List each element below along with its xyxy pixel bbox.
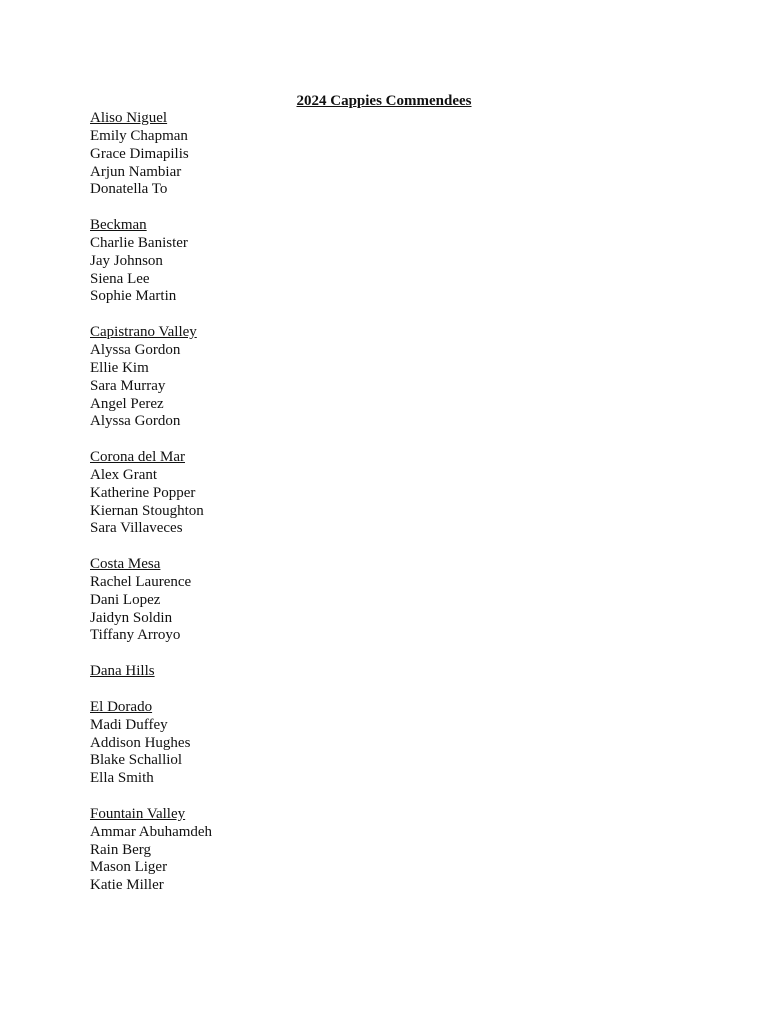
student-name: Jaidyn Soldin	[90, 609, 173, 626]
student-name: Grace Dimapilis	[90, 145, 189, 162]
student-name: Katherine Popper	[90, 484, 196, 501]
student-name: Emily Chapman	[90, 127, 188, 144]
school-section-corona-del-mar	[90, 449, 690, 538]
student-name: Sara Villaveces	[90, 520, 183, 537]
student-name: Ammar Abuhamdeh	[90, 823, 213, 840]
student-name: Ella Smith	[90, 770, 154, 787]
student-name: Rain Berg	[90, 841, 151, 858]
student-name: Arjun Nambiar	[90, 163, 182, 180]
school-name: Fountain Valley	[90, 805, 186, 822]
student-name: Siena Lee	[90, 270, 150, 287]
student-name: Kiernan Stoughton	[90, 502, 204, 519]
school-section-aliso-niguel	[90, 110, 690, 199]
student-name: Charlie Banister	[90, 234, 188, 251]
document-title: 2024 Cappies Commendees	[296, 93, 472, 109]
school-section-el-dorado	[90, 699, 690, 788]
school-name: El Dorado	[90, 698, 153, 715]
student-name: Alex Grant	[90, 466, 158, 483]
student-name: Mason Liger	[90, 859, 168, 876]
student-name: Rachel Laurence	[90, 573, 192, 590]
school-name: Corona del Mar	[90, 449, 185, 466]
commendees-list	[90, 110, 690, 895]
student-name: Madi Duffey	[90, 716, 168, 733]
school-name: Aliso Niguel	[90, 110, 168, 126]
student-name: Dani Lopez	[90, 591, 161, 608]
school-name: Dana Hills	[90, 663, 155, 680]
student-name: Blake Schalliol	[90, 752, 183, 769]
student-name: Katie Miller	[90, 877, 164, 894]
school-name: Capistrano Valley	[90, 324, 197, 341]
student-name: Angel Perez	[90, 395, 164, 412]
student-name: Sophie Martin	[90, 288, 177, 305]
student-name: Sara Murray	[90, 377, 166, 394]
school-section-beckman	[90, 217, 690, 306]
student-name: Ellie Kim	[90, 359, 149, 376]
school-section-fountain-valley	[90, 806, 690, 895]
school-section-costa-mesa	[90, 556, 690, 645]
student-name: Tiffany Arroyo	[90, 627, 181, 644]
student-name: Alyssa Gordon	[90, 413, 181, 430]
school-name: Costa Mesa	[90, 556, 161, 573]
student-name: Alyssa Gordon	[90, 341, 181, 358]
school-section-dana-hills	[90, 663, 690, 681]
school-section-capistrano-valley	[90, 324, 690, 431]
student-name: Jay Johnson	[90, 252, 163, 269]
school-name: Beckman	[90, 217, 147, 234]
student-name: Addison Hughes	[90, 734, 191, 751]
student-name: Donatella To	[90, 181, 168, 198]
